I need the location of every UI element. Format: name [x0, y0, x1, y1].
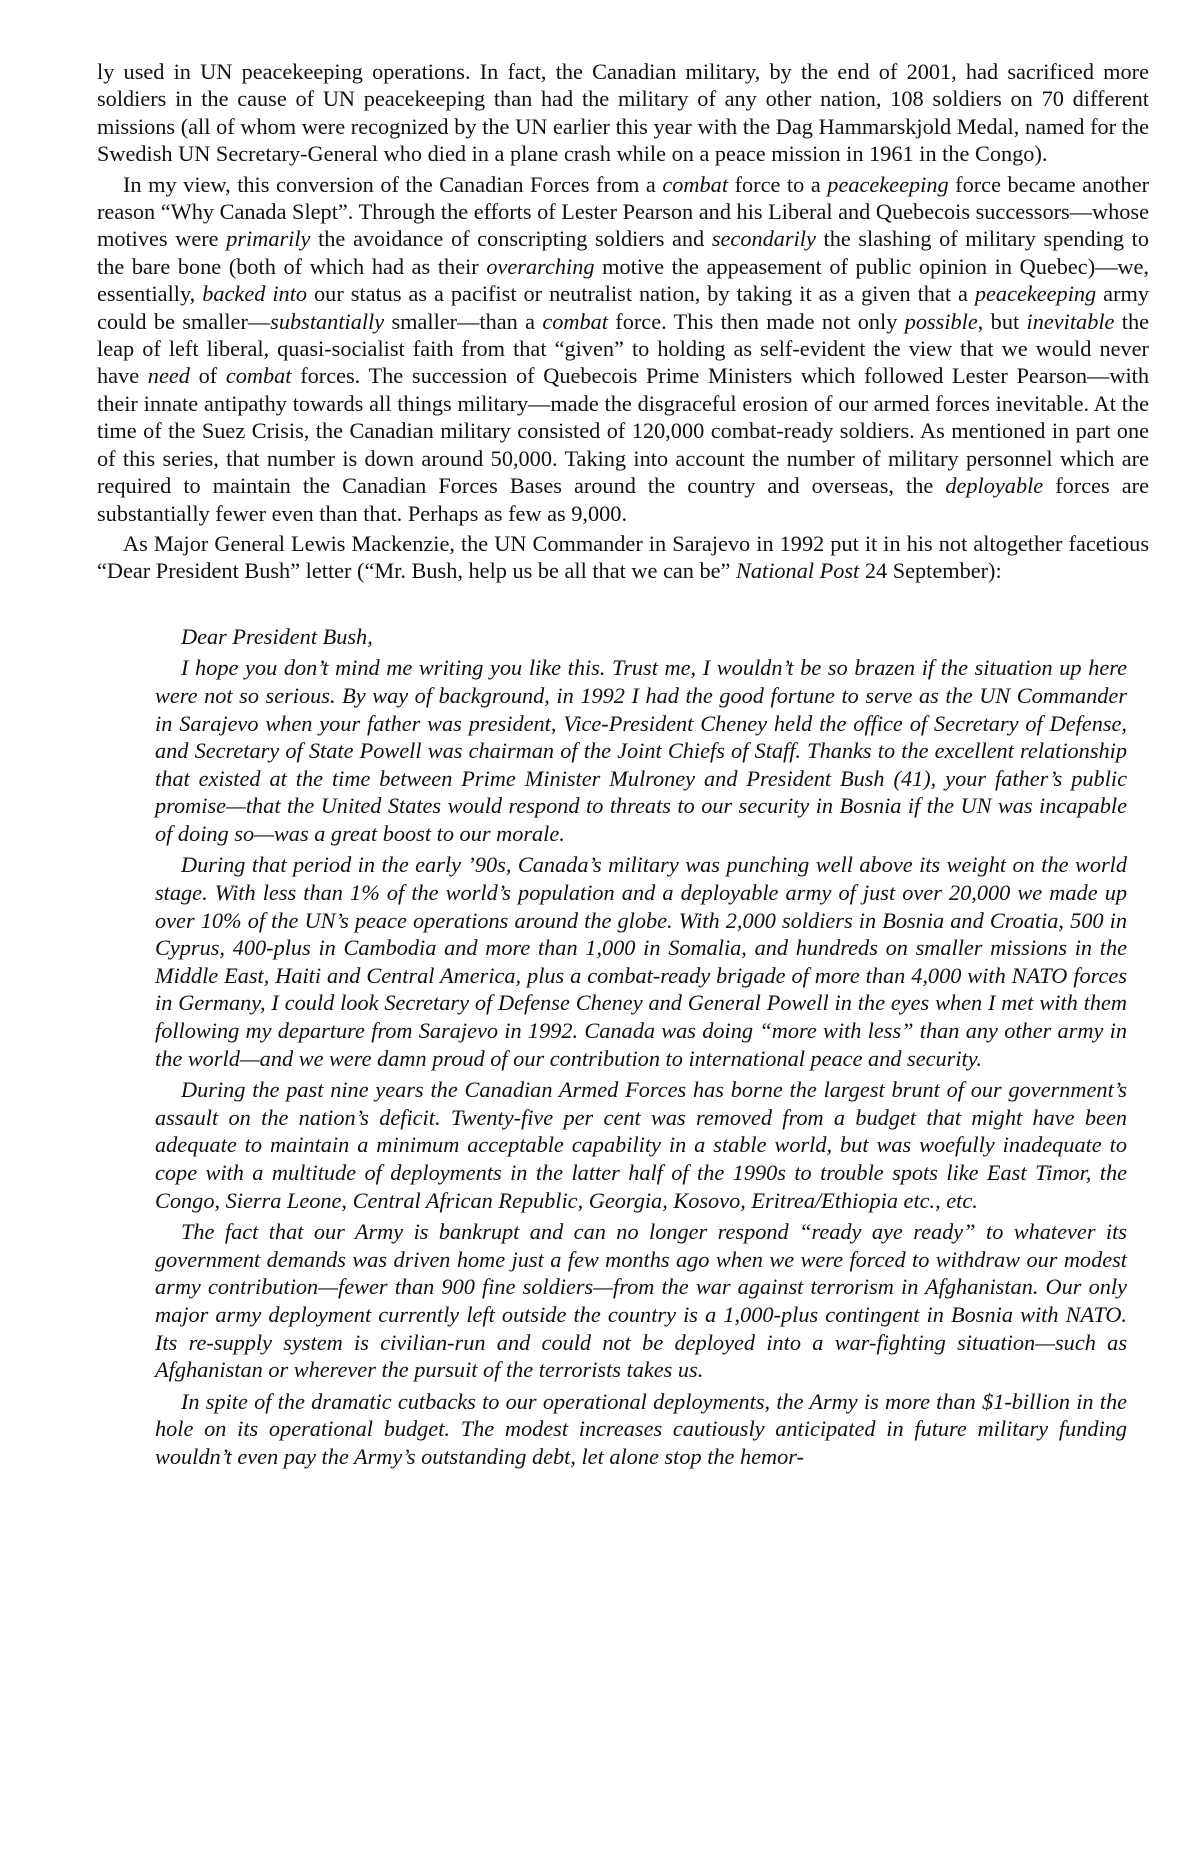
body-paragraph-2: In my view, this conversion of the Canadian Forces from a combat force to a peacekeeping force became another reason “Why Canada Slept”. Through the efforts of Lester Pearson and his Liberal and Quebecois successors—whose motives were primarily the avoidance of conscripting soldiers and secondarily the slashing of military spending to the bare bone (both of which had as their overarching motive the appeasement of public opinion in Quebec)—we, essentially, backed into our status as a pacifist or neutralist nation, by taking it as a given that a peacekeeping army could be smaller—substantially smaller—than a combat force. This then made not only possible, but inevitable the leap of left liberal, quasi-socialist faith from that “given” to holding as self-evident the view that we would never have need of combat forces. The succession of Quebecois Prime Ministers which followed Lester Pearson—with their innate antipathy towards all things military—made the disgraceful erosion of our armed forces inevitable. At the time of the Suez Crisis, the Canadian military consisted of 120,000 combat-ready soldiers. As mentioned in part one of this series, that number is down around 50,000. Taking into account the number of military personnel which are required to maintain the Canadian Forces Bases around the country and overseas, the deployable forces are substantially fewer even than that. Perhaps as few as 9,000.: [97, 171, 1150, 526]
letter-paragraph-3: During the past nine years the Canadian Armed Forces has borne the largest brunt of our government’s assault on the nation’s deficit. Twenty-five per cent was removed from a budget that might have been adequate to maintain a minimum acceptable capability in a stable world, but was woefully inadequate to cope with a multitude of deployments in the latter half of the 1990s to trouble spots like East Timor, the Congo, Sierra Leone, Central African Republic, Georgia, Kosovo, Eritrea/Ethiopia etc., etc.: [155, 1077, 1127, 1213]
letter-paragraph-5: In spite of the dramatic cutbacks to our operational deployments, the Army is more than $1-billion in the hole on its operational budget. The modest increases cautiously anticipated in future military funding wouldn’t even pay the Army’s outstanding debt, let alone stop the hemor-: [155, 1388, 1127, 1469]
letter-paragraph-4: The fact that our Army is bankrupt and can no longer respond “ready aye ready” to whatever its government demands was driven home just a few months ago when we were forced to withdraw our modest army contribution—fewer than 900 fine soldiers—from the war against terrorism in Afghanistan. Our only major army deployment currently left outside the country is a 1,000-plus contingent in Bosnia with NATO. Its re-supply system is civilian-run and could not be deployed into a war-fighting situation—such as Afghanistan or wherever the pursuit of the terrorists takes us.: [155, 1219, 1127, 1383]
body-paragraph-1: ly used in UN peacekeeping operations. In fact, the Canadian military, by the end of 2001, had sacrificed more soldiers in the cause of UN peacekeeping than had the military of any other nation, 108 soldiers on 70 different missions (all of whom were recognized by the UN earlier this year with the Dag Hammarskjold Medal, named for the Swedish UN Secretary-General who died in a plane crash while on a peace mission in 1961 in the Congo).: [97, 59, 1149, 167]
body-paragraph-3: As Major General Lewis Mackenzie, the UN Commander in Sarajevo in 1992 put it in his not altogether facetious “Dear President Bush” letter (“Mr. Bush, help us be all that we can be” National Post 24 September):: [97, 530, 1149, 584]
letter-paragraph-2: During that period in the early ’90s, Canada’s military was punching well above its weight on the world stage. With less than 1% of the world’s population and a deployable army of just over 20,000 we made up over 10% of the UN’s peace operations around the globe. With 2,000 soldiers in Bosnia and Croatia, 500 in Cyprus, 400-plus in Cambodia and more than 1,000 in Somalia, and hundreds on smaller missions in the Middle East, Haiti and Central America, plus a combat-ready brigade of more than 4,000 with NATO forces in Germany, I could look Secretary of Defense Cheney and General Powell in the eyes when I met with them following my departure from Sarajevo in 1992. Canada was doing “more with less” than any other army in the world—and we were damn proud of our contribution to international peace and security.: [155, 852, 1127, 1071]
letter-paragraph-1: I hope you don’t mind me writing you like this. Trust me, I wouldn’t be so brazen if the situation up here were not so serious. By way of background, in 1992 I had the good fortune to serve as the UN Commander in Sarajevo when your father was president, Vice-President Cheney held the office of Secretary of Defense, and Secretary of State Powell was chairman of the Joint Chiefs of Staff. Thanks to the excellent relationship that existed at the time between Prime Minister Mulroney and President Bush (41), your father’s public promise—that the United States would respond to threats to our security in Bosnia if the UN was incapable of doing so—was a great boost to our morale.: [155, 655, 1127, 846]
letter-greeting: Dear President Bush,: [181, 623, 373, 649]
quoted-letter: [97, 623, 1149, 1471]
document-page: [97, 58, 1149, 1471]
